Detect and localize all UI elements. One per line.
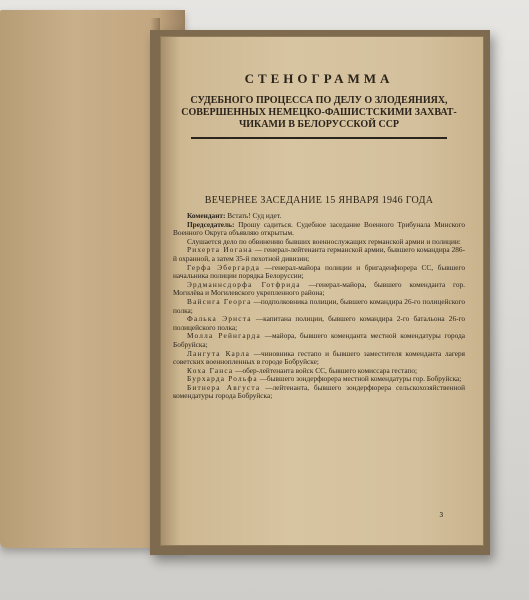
defendant-name: Молла Рейнгарда — [187, 331, 261, 341]
document-subtitle — [179, 95, 459, 131]
subtitle-line: ЧИКАМИ В БЕЛОРУССКОЙ ССР — [238, 119, 400, 130]
defendant-desc: —генерал-майора, бывшего коменданта гор. Могилёва и Могилевского укрепленного района; — [173, 279, 465, 298]
page-number: 3 — [439, 511, 443, 519]
right-book-page — [160, 36, 484, 546]
case-intro: Слушается дело по обвинению бывших военнослужащих германской армии и полиции: — [187, 236, 461, 246]
defendant-desc: — генерал-лейтенанта германской армии, бывшего командира 286-й охранной, а затем 35-й пехотной дивизии; — [173, 245, 466, 263]
defendant-entry — [173, 298, 465, 315]
speech-text: Встать! Суд идет. — [227, 211, 282, 220]
defendant-entry — [173, 384, 465, 401]
defendant-entry — [173, 332, 465, 349]
defendant-desc: —обер-лейтенанта войск СС, бывшего комиссара гестапо; — [235, 365, 418, 375]
chair-line — [173, 221, 465, 238]
defendant-name: Битнера Августа — [187, 382, 261, 392]
defendant-name: Вайсига Георга — [187, 296, 252, 306]
defendant-desc: —лейтенанта, бывшего зондерфюрера сельскохозяйственной комендатуры города Бобруйска; — [173, 382, 465, 401]
defendant-entry — [173, 246, 465, 263]
defendant-name: Рихерта Иогана — [187, 245, 253, 255]
page-text-block — [173, 47, 465, 401]
defendant-name: Герфа Эбергарда — [187, 262, 261, 272]
defendant-desc: —подполковника полиции, бывшего командира 26-го полицейского полка; — [173, 296, 465, 315]
defendant-desc: —майора, бывшего коменданта местной комендатуры города Бобруйска; — [173, 331, 466, 349]
defendant-name: Фалька Эрнста — [187, 314, 252, 324]
session-heading: ВЕЧЕРНЕЕ ЗАСЕДАНИЕ 15 ЯНВАРЯ 1946 ГОДА — [204, 195, 434, 206]
defendant-name: Коха Ганса — [187, 365, 234, 375]
title-divider — [191, 137, 447, 139]
defendant-name: Бурхарда Рольфа — [187, 374, 258, 384]
defendant-desc: —чиновника гестапо и бывшего заместителя коменданта лагеря советских военнопленных в городе Бобруйске; — [173, 348, 465, 367]
document-title: СТЕНОГРАММА — [244, 71, 394, 86]
defendant-entry — [173, 264, 465, 281]
defendant-entry — [173, 350, 465, 367]
defendant-desc: —капитана полиции, бывшего командира 2-го батальона 26-го полицейского полка; — [173, 314, 465, 332]
subtitle-line: СУДЕБНОГО ПРОЦЕССА ПО ДЕЛУ О ЗЛОДЕЯНИЯХ, — [190, 95, 448, 106]
defendant-desc: —генерал-майора полиции и бригаденфюрера СС, бывшего начальника полиции порядка Белоруссии; — [173, 262, 465, 281]
speaker-label: Председатель: — [187, 219, 235, 229]
defendant-desc: —бывшего зондерфюрера местной комендатуры гор. Бобруйска; — [259, 374, 462, 384]
defendant-name: Эрдманнсдорфа Готфрида — [187, 279, 301, 289]
defendant-entry — [173, 281, 465, 298]
defendant-name: Лангута Карла — [187, 348, 251, 358]
defendant-entry — [173, 315, 465, 332]
subtitle-line: СОВЕРШЕННЫХ НЕМЕЦКО-ФАШИСТСКИМИ ЗАХВАТ- — [181, 107, 457, 118]
speech-text: Прошу садиться. Судебное заседание Военного Трибунала Минского Военного Округа объявляю открытым. — [173, 219, 465, 238]
speaker-label: Комендант: — [187, 211, 226, 220]
